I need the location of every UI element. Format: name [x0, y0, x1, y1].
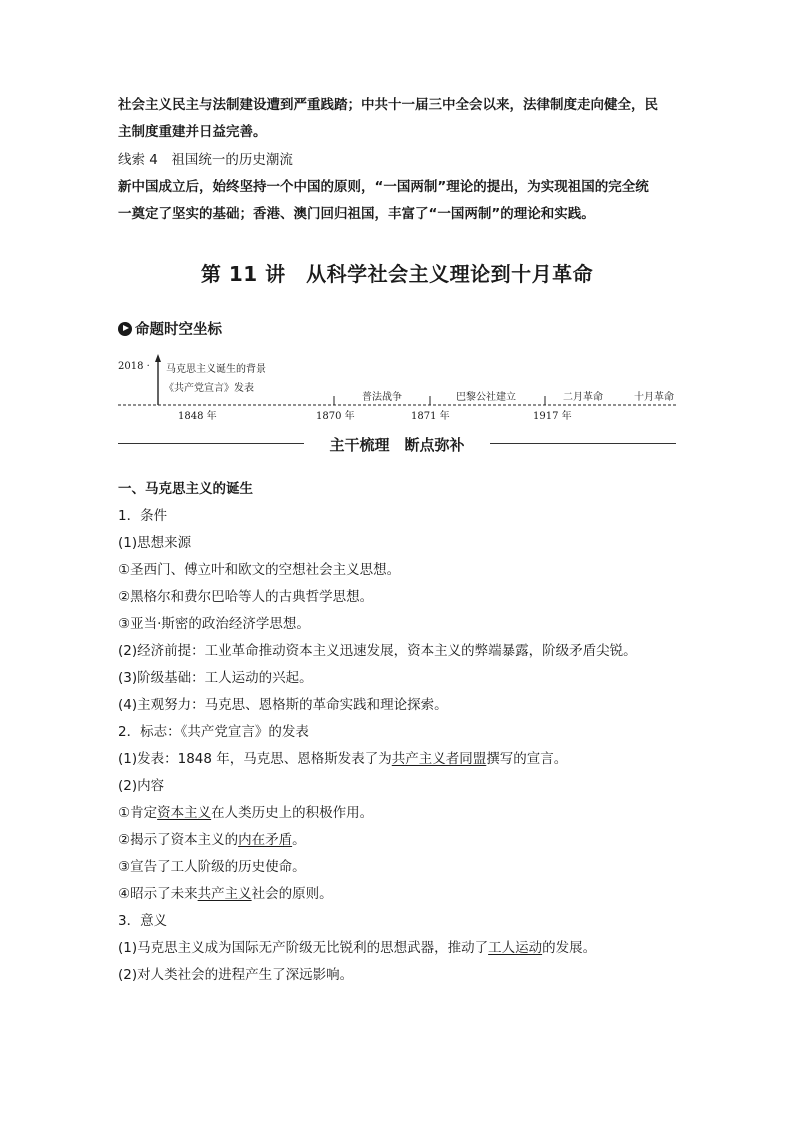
item-content-a — [118, 804, 373, 822]
timeline-tick-1870-label: 1870 年 — [316, 411, 355, 422]
heading-1: 一、马克思主义的诞生 — [118, 481, 253, 497]
lecture-title: 第 11 讲 从科学社会主义理论到十月革命 — [200, 262, 594, 286]
item-content: (2)内容 — [118, 778, 165, 794]
item-significance-1 — [118, 939, 596, 957]
intro-line-1: 社会主义民主与法制建设遭到严重践踏；中共十一届三中全会以来，法律制度走向健全，民 — [118, 97, 658, 113]
timeline-label-2018: 2018 · — [118, 361, 150, 372]
play-circle-icon — [118, 322, 132, 336]
timeline-tick-1848: 1848 年 — [178, 411, 217, 422]
item-subjective-effort: (4)主观努力：马克思、恩格斯的革命实践和理论探索。 — [118, 697, 448, 713]
item-content-b-post: 。 — [292, 832, 306, 848]
timeline-event-oct: 十月革命 — [634, 392, 674, 403]
item-significance-1-post: 的发展。 — [542, 940, 597, 956]
timeline-event-feb: 二月革命 — [563, 392, 603, 403]
item-content-c: ③宣告了工人阶级的历史使命。 — [118, 859, 306, 875]
item-content-d — [118, 885, 333, 903]
timeline-event-manifesto: 《共产党宣言》发表 — [164, 383, 254, 394]
item-content-d-post: 社会的原则。 — [251, 886, 333, 902]
item-content-a-underlined: 资本主义 — [157, 805, 212, 821]
subheading-symbol: 2．标志：《共产党宣言》的发表 — [118, 724, 309, 740]
item-publication — [118, 750, 567, 768]
item-publication-post: 撰写的宣言。 — [486, 751, 568, 767]
item-class-basis: (3)阶级基础：工人运动的兴起。 — [118, 670, 313, 686]
item-content-b — [118, 831, 306, 849]
timeline-arrow-head — [155, 354, 161, 362]
subheading-conditions: 1．条件 — [118, 508, 168, 524]
subheading-significance: 3．意义 — [118, 913, 168, 929]
coordinate-heading — [118, 318, 222, 339]
item-economic-premise: (2)经济前提：工业革命推动资本主义迅速发展，资本主义的弊端暴露，阶级矛盾尖锐。 — [118, 643, 637, 659]
intro-line-2: 主制度重建并日益完善。 — [118, 124, 267, 140]
timeline-tick-1871-label: 1871 年 — [411, 411, 450, 422]
intro-line-3: 新中国成立后，始终坚持一个中国的原则，“一国两制”理论的提出，为实现祖国的完全统 — [118, 179, 649, 195]
item-content-b-underlined: 内在矛盾 — [238, 832, 293, 848]
review-heading: 主干梳理 断点弥补 — [329, 436, 465, 454]
item-content-d-pre: ④昭示了未来 — [118, 886, 198, 902]
clue-4-label: 线索 4 祖国统一的历史潮流 — [118, 152, 293, 168]
item-content-b-pre: ②揭示了资本主义的 — [118, 832, 239, 848]
coordinate-heading-text: 命题时空坐标 — [135, 322, 222, 338]
timeline-event-commune: 巴黎公社建立 — [456, 392, 516, 403]
timeline-event-war: 普法战争 — [362, 392, 402, 403]
timeline-event-background: 马克思主义诞生的背景 — [166, 364, 266, 375]
item-significance-2: (2)对人类社会的进程产生了深远影响。 — [118, 967, 354, 983]
item-content-d-underlined: 共产主义 — [197, 886, 252, 902]
item-economics: ③亚当·斯密的政治经济学思想。 — [118, 616, 310, 632]
item-publication-pre: (1)发表：1848 年，马克思、恩格斯发表了为 — [118, 751, 392, 767]
item-significance-1-pre: (1)马克思主义成为国际无产阶级无比锐利的思想武器，推动了 — [118, 940, 489, 956]
item-publication-underlined: 共产主义者同盟 — [391, 751, 487, 767]
timeline-tick-1917-label: 1917 年 — [533, 411, 572, 422]
item-content-a-pre: ①肯定 — [118, 805, 158, 821]
item-content-a-post: 在人类历史上的积极作用。 — [211, 805, 374, 821]
item-philosophy: ②黑格尔和费尔巴哈等人的古典哲学思想。 — [118, 589, 374, 605]
item-utopian: ①圣西门、傅立叶和欧文的空想社会主义思想。 — [118, 562, 401, 578]
item-significance-1-underlined: 工人运动 — [488, 940, 543, 956]
item-thought-sources: (1)思想来源 — [118, 535, 192, 551]
intro-line-4: 一奠定了坚实的基础；香港、澳门回归祖国，丰富了“一国两制”的理论和实践。 — [118, 206, 595, 222]
